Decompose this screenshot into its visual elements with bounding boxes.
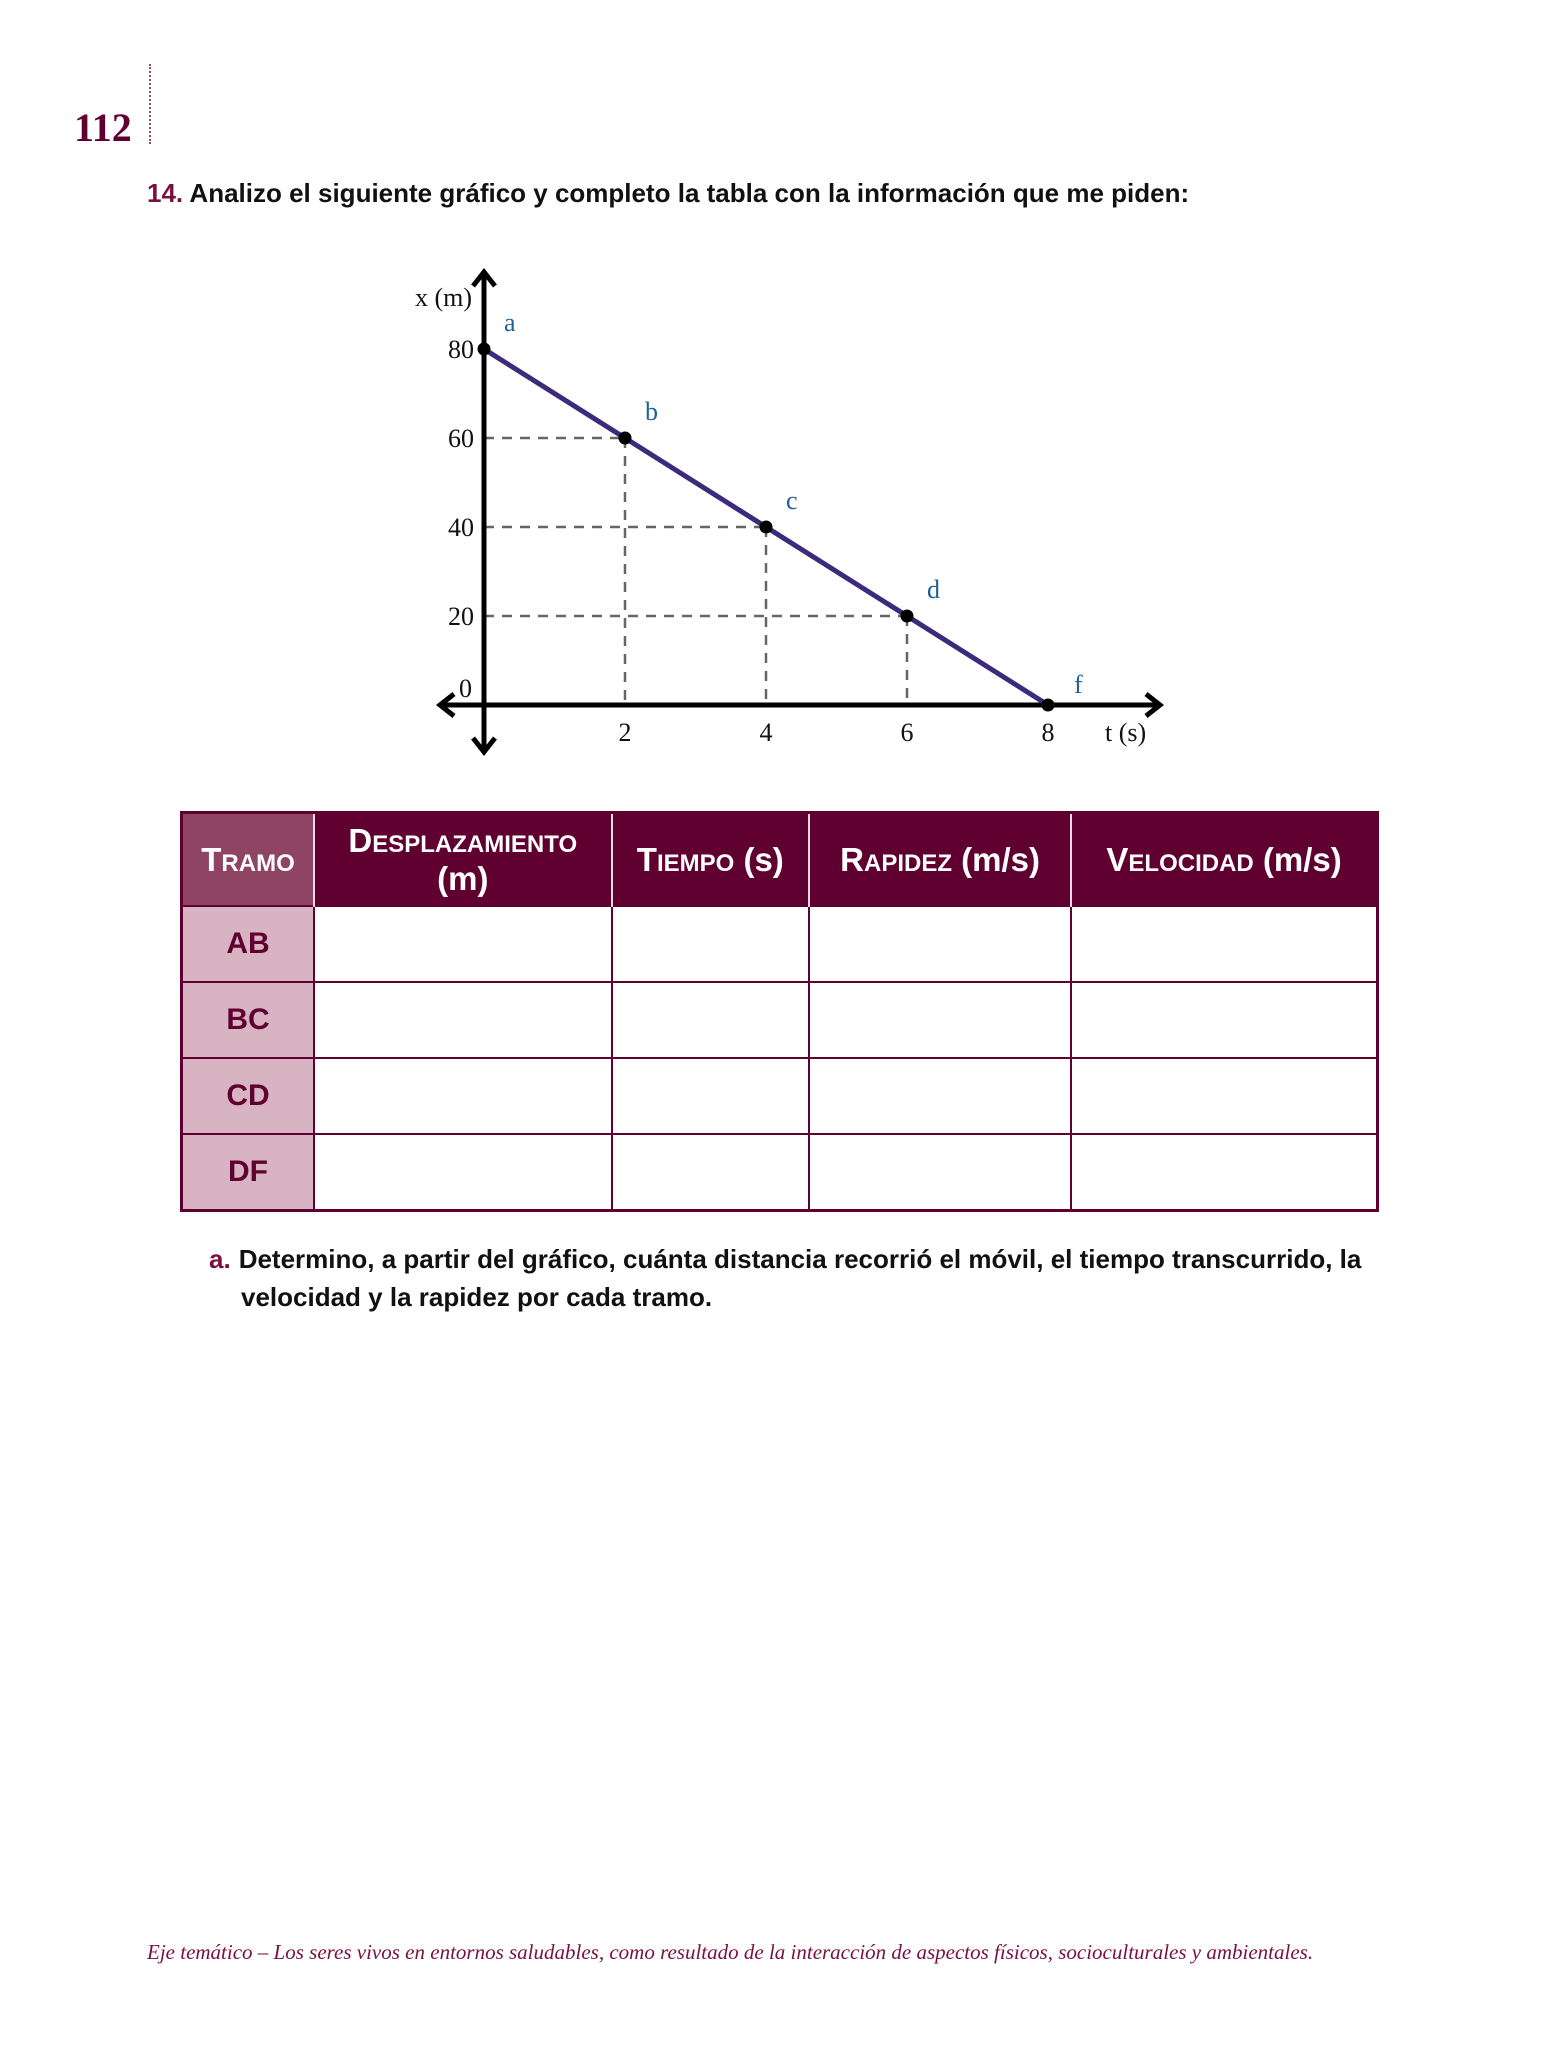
y-tick-label: 40	[448, 513, 474, 542]
table-row	[182, 982, 1378, 1058]
header-cap: D	[348, 821, 373, 859]
x-axis-label: t (s)	[1105, 718, 1147, 747]
x-tick-label: 2	[618, 718, 632, 747]
y-tick-label: 0	[459, 674, 472, 703]
answer-cell[interactable]	[809, 906, 1071, 982]
item-a	[209, 1240, 1421, 1316]
data-point	[478, 343, 491, 356]
row-label: AB	[182, 906, 315, 982]
answer-cell[interactable]	[809, 982, 1071, 1058]
answer-cell[interactable]	[612, 1058, 809, 1134]
y-tick-label: 80	[448, 335, 474, 364]
header-unit: (m/s)	[1262, 840, 1342, 878]
question-number: 14.	[147, 178, 184, 208]
answer-cell[interactable]	[612, 982, 809, 1058]
x-tick-label: 4	[759, 718, 773, 747]
header-cap: V	[1106, 840, 1129, 878]
page-number: 112	[74, 105, 132, 150]
data-point	[901, 610, 914, 623]
point-label: c	[786, 486, 798, 515]
position-time-chart	[0, 0, 1564, 800]
header-rest: RAMO	[221, 849, 295, 877]
question-text: Analizo el siguiente gráfico y completo la tabla con la información que me piden:	[189, 178, 1190, 208]
answer-cell[interactable]	[809, 1134, 1071, 1211]
row-label: DF	[182, 1134, 315, 1211]
column-header	[314, 813, 612, 907]
column-header	[182, 813, 315, 907]
header-rest: IEMPO	[656, 849, 735, 877]
point-label: f	[1074, 670, 1083, 699]
answer-cell[interactable]	[612, 1134, 809, 1211]
data-point	[619, 432, 632, 445]
answer-cell[interactable]	[314, 1134, 612, 1211]
item-letter: a.	[209, 1244, 231, 1274]
answer-cell[interactable]	[1071, 1058, 1377, 1134]
answer-cell[interactable]	[809, 1058, 1071, 1134]
header-rest: APIDEZ	[863, 849, 952, 877]
table-row	[182, 1134, 1378, 1211]
header-cap: R	[840, 840, 864, 878]
answer-cell[interactable]	[314, 982, 612, 1058]
point-label: d	[927, 575, 940, 604]
row-label: CD	[182, 1058, 315, 1134]
answer-cell[interactable]	[1071, 1134, 1377, 1211]
item-text: Determino, a partir del gráfico, cuánta distancia recorrió el móvil, el tiempo transcurrido, la velocidad y la rapidez por cada tramo.	[238, 1244, 1362, 1312]
column-header	[1071, 813, 1377, 907]
header-cap: T	[201, 840, 222, 878]
answer-cell[interactable]	[314, 1058, 612, 1134]
x-tick-label: 6	[900, 718, 914, 747]
x-tick-label: 8	[1041, 718, 1055, 747]
point-label: b	[645, 397, 658, 426]
y-tick-label: 20	[448, 602, 474, 631]
header-unit: (m)	[437, 859, 489, 897]
column-header	[612, 813, 809, 907]
y-axis-label: x (m)	[414, 283, 472, 312]
table-row	[182, 906, 1378, 982]
answer-cell[interactable]	[314, 906, 612, 982]
header-rest: ESPLAZAMIENTO	[372, 830, 578, 858]
answer-cell[interactable]	[1071, 906, 1377, 982]
answer-cell[interactable]	[1071, 982, 1377, 1058]
data-point	[1042, 699, 1055, 712]
header-unit: (s)	[743, 840, 784, 878]
header-rest: ELOCIDAD	[1128, 849, 1254, 877]
table-row	[182, 1058, 1378, 1134]
column-header	[809, 813, 1071, 907]
row-label: BC	[182, 982, 315, 1058]
table-header-row	[182, 813, 1378, 907]
footer: Eje temático – Los seres vivos en entornos saludables, como resultado de la interacción de aspectos físicos, socioculturales y ambientales.	[147, 1940, 1314, 1964]
header-cap: T	[636, 840, 657, 878]
answer-table	[180, 811, 1379, 1212]
point-label: a	[504, 308, 516, 337]
header-unit: (m/s)	[961, 840, 1041, 878]
y-tick-label: 60	[448, 424, 474, 453]
answer-cell[interactable]	[612, 906, 809, 982]
data-point	[760, 521, 773, 534]
